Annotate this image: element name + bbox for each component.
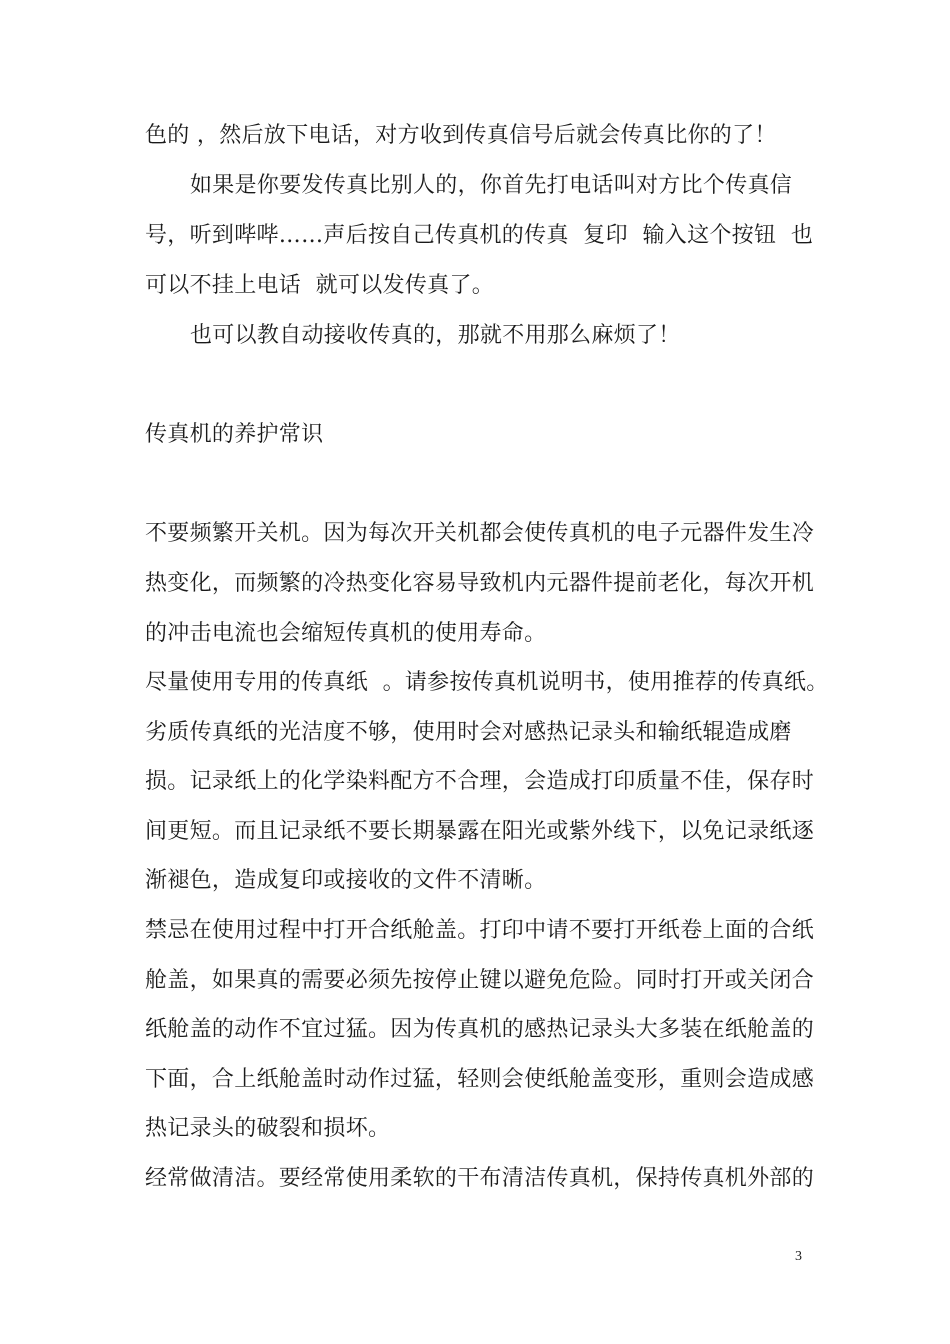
text-line: 尽量使用专用的传真纸 。请参按传真机说明书，使用推荐的传真纸。 [145, 670, 829, 695]
text-line: 不要频繁开关机。因为每次开关机都会使传真机的电子元器件发生冷 [145, 521, 815, 546]
text-line: 损。记录纸上的化学染料配方不合理，会造成打印质量不佳，保存时 [145, 769, 815, 794]
text-line: 经常做清洁。要经常使用柔软的干布清洁传真机，保持传真机外部的 [145, 1166, 815, 1191]
text-line: 热记录头的破裂和损坏。 [145, 1116, 391, 1141]
text-line: 舱盖，如果真的需要必须先按停止键以避免危险。同时打开或关闭合 [145, 968, 815, 993]
text-line: 色的 ，然后放下电话，对方收到传真信号后就会传真比你的了！ [145, 123, 777, 148]
text-line: 如果是你要发传真比别人的，你首先打电话叫对方比个传真信 [190, 173, 793, 198]
text-line: 禁忌在使用过程中打开合纸舱盖。打印中请不要打开纸卷上面的合纸 [145, 918, 815, 943]
text-line: 渐褪色，造成复印或接收的文件不清晰。 [145, 868, 547, 893]
text-line: 纸舱盖的动作不宜过猛。因为传真机的感热记录头大多装在纸舱盖的 [145, 1017, 815, 1042]
text-line: 热变化，而频繁的冷热变化容易导致机内元器件提前老化，每次开机 [145, 571, 815, 596]
page-number: 3 [795, 1249, 802, 1264]
text-line: 间更短。而且记录纸不要长期暴露在阳光或紫外线下，以免记录纸逐 [145, 819, 815, 844]
text-line: 下面，合上纸舱盖时动作过猛，轻则会使纸舱盖变形，重则会造成感 [145, 1067, 815, 1092]
text-line: 可以不挂上电话 就可以发传真了。 [145, 273, 495, 298]
section-heading: 传真机的养护常识 [145, 422, 324, 447]
text-line: 的冲击电流也会缩短传真机的使用寿命。 [145, 621, 547, 646]
text-line: 号，听到哔哔……声后按自己传真机的传真 复印 输入这个按钮 也 [145, 223, 814, 248]
text-line: 劣质传真纸的光洁度不够，使用时会对感热记录头和输纸辊造成磨 [145, 720, 792, 745]
text-line: 也可以教自动接收传真的，那就不用那么麻烦了！ [190, 323, 681, 348]
